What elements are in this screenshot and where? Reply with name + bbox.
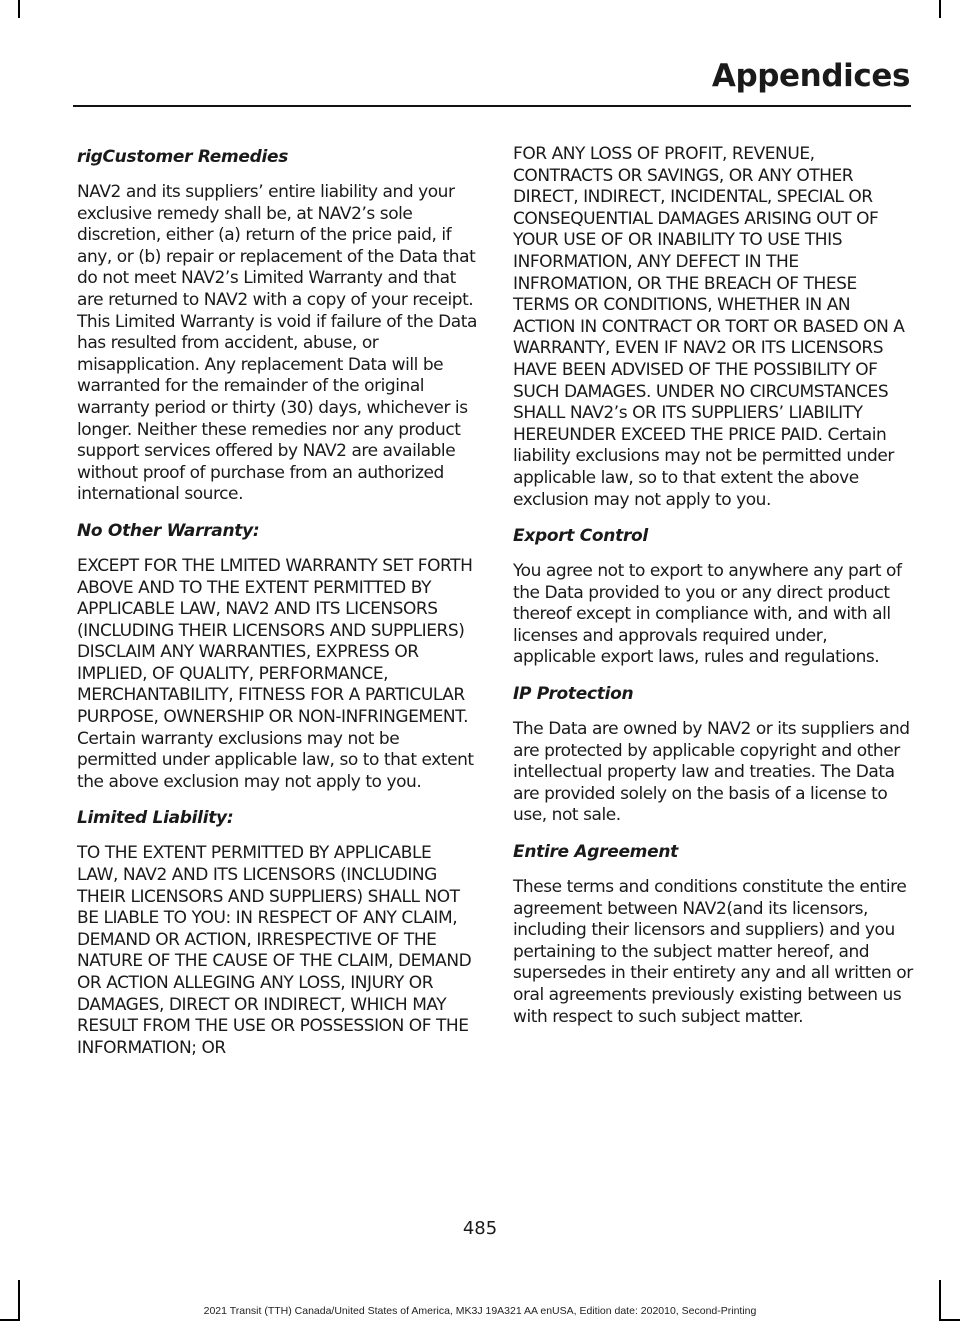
footer-edition-info: 2021 Transit (TTH) Canada/United States of America, MK3J 19A321 AA enUSA, Edition date: 202010, Second-Printing <box>203 1305 757 1317</box>
header-divider <box>73 105 911 107</box>
crop-mark-bottom-left-foot <box>0 1319 20 1321</box>
section-text-liability-continued: FOR ANY LOSS OF PROFIT, REVENUE, CONTRACTS OR SAVINGS, OR ANY OTHER DIRECT, INDIRECT, INCIDENTAL, SPECIAL OR CONSEQUENTIAL DAMAGES ARISING OUT OF YOUR USE OF OR INABILITY TO USE THIS INFORMATION, ANY DEFECT IN THE INFROMATION, OR THE BREACH OF THESE TERMS OR CONDITIONS, WHETHER IN AN ACTION IN CONTRACT OR TORT OR BASED ON A WARRANTY, EVEN IF NAV2 OR ITS LICENSORS HAVE BEEN ADVISED OF THE POSSIBILITY OF SUCH DAMAGES. UNDER NO CIRCUMSTANCES SHALL NAV2’s OR ITS SUPPLIERS’ LIABILITY HEREUNDER EXCEED THE PRICE PAID. Certain liability exclusions may not be permitted under applicable law, so to that extent the above exclusion may not apply to you. <box>513 144 905 510</box>
crop-mark-top-left <box>18 0 20 18</box>
section-heading-limited-liability: Limited Liability: <box>77 808 234 829</box>
section-text-export-control: You agree not to export to anywhere any part of the Data provided to you or any direct product thereof except in compliance with, and with all licenses and approvals required under, applicable export laws, rules and regulations. <box>513 561 902 668</box>
section-text-customer-remedies: NAV2 and its suppliers’ entire liability and your exclusive remedy shall be, at NAV2’s sole discretion, either (a) return of the price paid, if any, or (b) repair or replacement of the Data that do not meet NAV2’s Limited Warranty and that are returned to NAV2 with a copy of your receipt. This Limited Warranty is void if failure of the Data has resulted from accident, abuse, or misapplication. Any replacement Data will be warranted for the remainder of the original warranty period or thirty (30) days, whichever is longer. Neither these remedies nor any product support services offered by NAV2 are available without proof of purchase from an authorized international source. <box>77 182 477 505</box>
crop-mark-bottom-right-foot <box>939 1319 960 1321</box>
section-text-limited-liability: TO THE EXTENT PERMITTED BY APPLICABLE LAW, NAV2 AND ITS LICENSORS (INCLUDING THEIR LICENSORS AND SUPPLIERS) SHALL NOT BE LIABLE TO YOU: IN RESPECT OF ANY CLAIM, DEMAND OR ACTION, IRRESPECTIVE OF THE NATURE OF THE CAUSE OF THE CLAIM, DEMAND OR ACTION ALLEGING ANY LOSS, INJURY OR DAMAGES, DIRECT OR INDIRECT, WHICH MAY RESULT FROM THE USE OR POSSESSION OF THE INFORMATION; OR <box>77 843 472 1058</box>
section-heading-ip-protection: IP Protection <box>513 684 634 705</box>
section-text-ip-protection: The Data are owned by NAV2 or its suppliers and are protected by applicable copyright and other intellectual property law and treaties. The Data are provided solely on the basis of a license to use, not sale. <box>513 719 910 826</box>
page-title: Appendices <box>711 58 910 94</box>
section-heading-customer-remedies: rigCustomer Remedies <box>77 147 289 167</box>
right-column <box>513 144 913 1040</box>
crop-mark-top-right <box>939 0 941 18</box>
section-text-entire-agreement: These terms and conditions constitute the entire agreement between NAV2(and its licensors, including their licensors and suppliers) and you pertaining to the subject matter hereof, and supersedes in their entirety any and all written or oral agreements previously existing between us with respect to such subject matter. <box>513 877 913 1027</box>
page-number: 485 <box>462 1218 498 1239</box>
section-text-no-other-warranty: EXCEPT FOR THE LMITED WARRANTY SET FORTH ABOVE AND TO THE EXTENT PERMITTED BY APPLICABLE LAW, NAV2 AND ITS LICENSORS (INCLUDING THEIR LICENSORS AND SUPPLIERS) DISCLAIM ANY WARRANTIES, EXPRESS OR IMPLIED, OF QUALITY, PERFORMANCE, MERCHANTABILITY, FITNESS FOR A PARTICULAR PURPOSE, OWNERSHIP OR NON-INFRINGEMENT. Certain warranty exclusions may not be permitted under applicable law, so to that extent the above exclusion may not apply to you. <box>77 555 474 792</box>
section-heading-entire-agreement: Entire Agreement <box>513 842 678 863</box>
section-heading-no-other-warranty: No Other Warranty: <box>77 520 260 541</box>
section-heading-export-control: Export Control <box>513 526 648 547</box>
left-column <box>77 144 477 1071</box>
